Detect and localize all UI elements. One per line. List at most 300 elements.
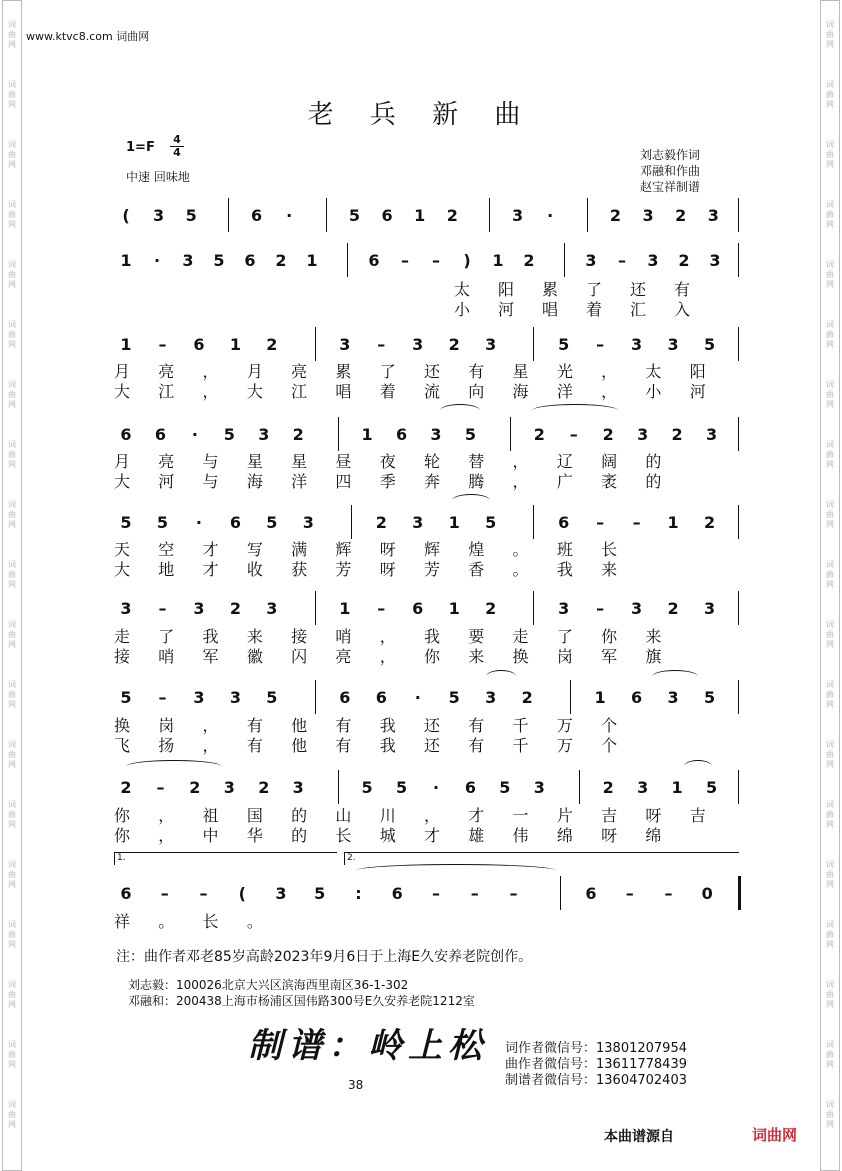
bar-line-end — [738, 505, 739, 539]
lyric-char: 河 — [158, 472, 175, 491]
score-note: 3 — [667, 688, 679, 707]
lyric-char: 写 — [246, 540, 263, 559]
lyric-char: 煌 — [468, 540, 485, 559]
watermark-glyph: 词 曲 网 — [826, 680, 834, 709]
score-note: 3 — [709, 251, 721, 270]
lyric-char: 呀 — [645, 806, 662, 825]
lyric-char: 与 — [202, 452, 219, 471]
lyric-char: 军 — [601, 647, 618, 666]
site-url[interactable]: www.ktvc8.com 词曲网 — [26, 30, 150, 43]
lyric-char: 月 — [113, 362, 130, 381]
bar-line-end — [738, 198, 739, 232]
score-note: 5 — [703, 335, 716, 354]
slur — [356, 864, 556, 877]
lyric-char: 收 — [246, 560, 263, 579]
watermark-glyph: 词 曲 网 — [826, 380, 834, 409]
watermark-glyph: 词 曲 网 — [8, 20, 16, 49]
arranger-signature: 制谱：岭上松 — [248, 1026, 488, 1066]
lyric-char: 广 — [556, 472, 573, 491]
lyric-char: 着 — [585, 300, 602, 319]
lyric-line — [110, 912, 740, 934]
lyric-char: ， — [202, 362, 219, 381]
score-note: 2 — [120, 778, 132, 797]
watermark-glyph: 词 曲 网 — [8, 920, 16, 949]
score-note: 5 — [705, 778, 718, 797]
lyric-char: 走 — [512, 627, 529, 646]
lyric-line — [110, 560, 740, 582]
lyric-char: 扬 — [158, 736, 175, 755]
watermark-glyph: 词 曲 网 — [826, 620, 834, 649]
score-note: 5 — [314, 884, 326, 903]
score-note: · — [547, 206, 554, 225]
lyric-char: 了 — [585, 280, 602, 299]
lyric-char: 岗 — [158, 716, 175, 735]
watermark-glyph: 词 曲 网 — [8, 500, 16, 529]
bar-line — [533, 591, 534, 625]
score-note: 6 — [339, 688, 351, 707]
lyric-char: 吉 — [689, 806, 706, 825]
score-note: 6 — [585, 884, 597, 903]
watermark-glyph: 词 曲 网 — [826, 20, 834, 49]
lyric-char: 。 — [512, 560, 529, 579]
bar-line — [579, 770, 580, 804]
score-note: ) — [463, 251, 471, 270]
score-note: 3 — [266, 599, 278, 618]
lyric-char: 的 — [645, 472, 662, 491]
score-note: 3 — [637, 778, 649, 797]
bar-line-end — [738, 876, 741, 910]
score-note: 5 — [120, 513, 132, 532]
lyric-char: 替 — [468, 452, 485, 471]
lyric-char: 岗 — [556, 647, 573, 666]
score-note: 3 — [339, 335, 351, 354]
score-note: 3 — [182, 251, 194, 270]
lyric-char: 海 — [246, 472, 263, 491]
bar-line — [326, 198, 327, 232]
score-note: 3 — [647, 251, 659, 270]
composer-address: 邓融和：200438上海市杨浦区国伟路300号E久安养老院1212室 — [128, 994, 475, 1008]
score-note: 2 — [602, 778, 614, 797]
score-note: 3 — [485, 688, 497, 707]
lyric-char: 。 — [246, 912, 263, 931]
score-note: 1 — [229, 335, 241, 354]
lyric-char: 呀 — [379, 560, 396, 579]
wechat-contacts — [505, 1041, 687, 1089]
lyric-char: 城 — [379, 826, 396, 845]
lyric-char: 芳 — [423, 560, 440, 579]
score-note: 3 — [193, 599, 205, 618]
score-note: 3 — [430, 425, 442, 444]
score-note: 5 — [361, 778, 373, 797]
lyric-line — [110, 540, 740, 562]
score-note: 3 — [512, 206, 524, 225]
lyric-char: 来 — [246, 627, 263, 646]
score-note: – — [509, 884, 518, 903]
lyric-char: ， — [512, 472, 529, 491]
lyric-char: 光 — [556, 362, 573, 381]
watermark-glyph: 词 曲 网 — [826, 1040, 834, 1069]
lyric-char: 还 — [423, 716, 440, 735]
lyric-char: 唱 — [541, 300, 558, 319]
score-note: 2 — [703, 513, 716, 532]
slur — [440, 404, 480, 417]
score-note: 2 — [292, 425, 304, 444]
lyric-char: 有 — [335, 736, 352, 755]
bar-line — [570, 680, 571, 714]
bar-line — [315, 680, 316, 714]
lyric-char: 有 — [468, 716, 485, 735]
brand-link[interactable]: 词曲网 — [752, 1126, 798, 1144]
score-note: – — [596, 599, 605, 618]
lyric-char: 个 — [601, 736, 618, 755]
lyric-char: 片 — [556, 806, 573, 825]
bar-line — [533, 327, 534, 361]
bar-line-end — [738, 417, 739, 451]
lyric-char: 要 — [468, 627, 485, 646]
lyric-char: 哨 — [158, 647, 175, 666]
score-note: 0 — [701, 884, 713, 903]
watermark-glyph: 词 曲 网 — [8, 620, 16, 649]
score-note: 3 — [558, 599, 570, 618]
bar-line — [228, 198, 229, 232]
bar-line — [315, 591, 316, 625]
score-row — [110, 333, 740, 361]
score-note: 2 — [189, 778, 201, 797]
lyric-char: 哨 — [335, 627, 352, 646]
score-note: 2 — [667, 599, 679, 618]
lyric-char: 大 — [113, 382, 130, 401]
lyric-char: 千 — [512, 716, 529, 735]
lyric-char: 闪 — [291, 647, 308, 666]
lyric-char: 长 — [601, 540, 618, 559]
score-note: 3 — [412, 513, 424, 532]
bar-line-end — [738, 591, 739, 625]
score-note: 6 — [558, 513, 570, 532]
watermark-glyph: 词 曲 网 — [8, 680, 16, 709]
score-note: 3 — [642, 206, 654, 225]
score-note: 2 — [533, 425, 545, 444]
lyric-char: 山 — [335, 806, 352, 825]
score-note: 5 — [185, 206, 197, 225]
lyric-char: 徽 — [246, 647, 263, 666]
lyric-char: ， — [601, 362, 618, 381]
lyric-char: 太 — [645, 362, 662, 381]
watermark-glyph: 词 曲 网 — [8, 140, 16, 169]
score-note: 3 — [533, 778, 545, 797]
score-note: – — [432, 884, 440, 903]
lyricist-address: 刘志毅：100026北京大兴区滨海西里南区36-1-302 — [128, 978, 409, 992]
lyric-line — [110, 472, 740, 494]
score-note: 5 — [499, 778, 511, 797]
score-note: – — [377, 335, 386, 354]
watermark-glyph: 词 曲 网 — [826, 800, 834, 829]
score-note: 5 — [703, 688, 716, 707]
score-note: 6 — [229, 513, 241, 532]
lyric-char: 星 — [291, 452, 308, 471]
lyric-char: 四 — [335, 472, 352, 491]
score-note: 1 — [120, 335, 132, 354]
lyric-char: 我 — [379, 716, 396, 735]
bar-line — [560, 876, 561, 910]
score-note: – — [160, 884, 169, 903]
lyric-char: 空 — [158, 540, 175, 559]
lyric-char: 阔 — [601, 452, 618, 471]
composition-note: 注：曲作者邓老85岁高龄2023年9月6日于上海E久安养老院创作。 — [116, 949, 533, 965]
score-note: 2 — [521, 688, 533, 707]
lyric-char: 洋 — [291, 472, 308, 491]
score-note: 3 — [229, 688, 241, 707]
arranger-wechat: 制谱者微信号：13604702403 — [505, 1073, 687, 1088]
score-note: 5 — [464, 425, 476, 444]
lyric-char: 我 — [202, 627, 219, 646]
score-note: 6 — [154, 425, 166, 444]
score-row — [110, 686, 740, 714]
lyric-char: 国 — [246, 806, 263, 825]
watermark-glyph: 词 曲 网 — [8, 980, 16, 1009]
score-row — [110, 249, 740, 277]
lyric-char: 了 — [379, 362, 396, 381]
bar-line — [564, 243, 565, 277]
score-note: 2 — [448, 335, 460, 354]
score-note: 1 — [667, 513, 679, 532]
score-note: 5 — [558, 335, 570, 354]
lyric-char: 接 — [291, 627, 308, 646]
score-note: 1 — [492, 251, 504, 270]
lyric-char: 星 — [246, 452, 263, 471]
score-note: 6 — [120, 884, 132, 903]
lyric-char: 洋 — [556, 382, 573, 401]
score-note: – — [470, 884, 479, 903]
score-note: 3 — [292, 778, 304, 797]
score-note: 5 — [348, 206, 360, 225]
lyric-char: 袤 — [601, 472, 618, 491]
lyric-char: 长 — [202, 912, 219, 931]
lyric-char: 亮 — [335, 647, 352, 666]
score-note: – — [596, 335, 605, 354]
lyric-char: 天 — [113, 540, 130, 559]
score-note: – — [158, 599, 167, 618]
score-note: 2 — [523, 251, 535, 270]
score-note: 6 — [120, 425, 132, 444]
source-label: 本曲谱源自 — [604, 1129, 674, 1145]
lyric-char: 一 — [512, 806, 529, 825]
score-note: 3 — [485, 335, 497, 354]
lyric-char: 吉 — [601, 806, 618, 825]
lyric-char: ， — [158, 806, 175, 825]
lyric-char: 呀 — [379, 540, 396, 559]
watermark-glyph: 词 曲 网 — [826, 740, 834, 769]
lyric-char: 有 — [335, 716, 352, 735]
lyric-char: 地 — [158, 560, 175, 579]
bar-line — [338, 417, 339, 451]
lyric-char: 还 — [423, 362, 440, 381]
lyric-char: 伟 — [512, 826, 529, 845]
lyric-char: 辉 — [423, 540, 440, 559]
lyric-line — [110, 382, 740, 404]
lyric-char: 有 — [673, 280, 690, 299]
lyric-char: 河 — [689, 382, 706, 401]
lyric-char: ， — [423, 806, 440, 825]
score-note: 6 — [412, 599, 424, 618]
score-note: – — [596, 513, 605, 532]
score-note: 5 — [223, 425, 235, 444]
bar-line — [489, 198, 490, 232]
lyric-char: 大 — [113, 472, 130, 491]
lyric-char: 腾 — [468, 472, 485, 491]
lyric-char: 换 — [113, 716, 130, 735]
lyric-char: 来 — [645, 627, 662, 646]
score-note: 3 — [631, 335, 643, 354]
lyric-char: 芳 — [335, 560, 352, 579]
lyric-char: 。 — [158, 912, 175, 931]
lyric-char: 来 — [468, 647, 485, 666]
lyric-char: 累 — [335, 362, 352, 381]
lyric-char: 辽 — [556, 452, 573, 471]
score-note: 1 — [448, 513, 460, 532]
watermark-glyph: 词 曲 网 — [8, 1100, 16, 1129]
lyric-char: 还 — [629, 280, 646, 299]
lyric-char: 飞 — [113, 736, 130, 755]
watermark-glyph: 词 曲 网 — [8, 440, 16, 469]
lyric-line — [110, 806, 740, 828]
lyric-char: 绵 — [645, 826, 662, 845]
score-note: · — [414, 688, 421, 707]
lyric-char: 昼 — [335, 452, 352, 471]
score-note: – — [158, 335, 167, 354]
lyric-line — [110, 736, 740, 758]
lyric-char: 祥 — [113, 912, 130, 931]
watermark-glyph: 词 曲 网 — [8, 200, 16, 229]
lyric-char: 星 — [512, 362, 529, 381]
lyric-char: 中 — [202, 826, 219, 845]
lyric-char: 你 — [113, 826, 130, 845]
score-note: – — [618, 251, 626, 270]
score-note: 6 — [193, 335, 205, 354]
song-title: 老 兵 新 曲 — [307, 100, 535, 130]
lyric-char: 走 — [113, 627, 130, 646]
credits — [640, 147, 700, 195]
score-note: – — [401, 251, 409, 270]
lyric-line — [110, 280, 740, 302]
lyric-char: 辉 — [335, 540, 352, 559]
lyric-char: 班 — [556, 540, 573, 559]
lyric-char: 万 — [556, 736, 573, 755]
watermark-glyph: 词 曲 网 — [826, 320, 834, 349]
watermark-glyph: 词 曲 网 — [8, 320, 16, 349]
score-note: – — [199, 884, 208, 903]
score-note: 6 — [391, 884, 403, 903]
score-note: 3 — [707, 206, 719, 225]
lyric-char: 我 — [379, 736, 396, 755]
lyric-line — [110, 716, 740, 738]
score-note: – — [158, 688, 167, 707]
score-note: ( — [122, 206, 130, 225]
score-note: 1 — [120, 251, 132, 270]
page-number: 38 — [348, 1078, 364, 1092]
score-note: 2 — [609, 206, 622, 225]
bar-line-end — [738, 327, 739, 361]
score-note: 5 — [485, 513, 497, 532]
lyric-char: 的 — [291, 806, 308, 825]
bar-line — [510, 417, 511, 451]
watermark-glyph: 词 曲 网 — [826, 560, 834, 589]
watermark-glyph: 词 曲 网 — [826, 1100, 834, 1129]
lyric-char: 江 — [291, 382, 308, 401]
lyric-line — [110, 826, 740, 848]
score-note: 3 — [703, 599, 716, 618]
lyricist-credit: 刘志毅作词 — [640, 148, 701, 162]
score-note: 3 — [258, 425, 270, 444]
slur — [684, 760, 712, 773]
lyric-char: 军 — [202, 647, 219, 666]
lyric-char: ， — [379, 627, 396, 646]
lyric-char: 来 — [601, 560, 618, 579]
lyric-char: 大 — [246, 382, 263, 401]
score-note: – — [569, 425, 578, 444]
score-note: 5 — [156, 513, 169, 532]
lyric-char: 小 — [645, 382, 662, 401]
score-note: 3 — [585, 251, 597, 270]
score-note: 5 — [448, 688, 460, 707]
watermark-glyph: 词 曲 网 — [826, 920, 834, 949]
score-row — [110, 597, 740, 625]
score-note: 3 — [631, 599, 643, 618]
watermark-glyph: 词 曲 网 — [826, 80, 834, 109]
lyric-char: 的 — [645, 452, 662, 471]
lyric-char: 累 — [541, 280, 558, 299]
lyric-char: 向 — [468, 382, 485, 401]
bar-line — [587, 198, 588, 232]
lyric-char: 亮 — [291, 362, 308, 381]
watermark-glyph: 词 曲 网 — [8, 740, 16, 769]
lyric-char: 有 — [468, 736, 485, 755]
score-note: 6 — [244, 251, 256, 270]
score-note: 5 — [266, 513, 278, 532]
score-note: 2 — [671, 425, 683, 444]
key-signature: 1=F — [126, 140, 155, 155]
lyric-char: 月 — [246, 362, 263, 381]
lyric-char: 季 — [379, 472, 396, 491]
lyric-char: 他 — [291, 736, 308, 755]
lyric-char: ， — [512, 452, 529, 471]
lyric-char: 还 — [423, 736, 440, 755]
lyric-char: ， — [601, 382, 618, 401]
lyric-char: 小 — [453, 300, 470, 319]
watermark-glyph: 词 曲 网 — [826, 260, 834, 289]
tempo-marking: 中速 回味地 — [126, 170, 190, 184]
watermark-glyph: 词 曲 网 — [826, 140, 834, 169]
score-note: ( — [238, 884, 246, 903]
score-note: 6 — [631, 688, 643, 707]
lyric-char: 有 — [246, 736, 263, 755]
score-note: · — [432, 778, 440, 797]
lyric-line — [110, 627, 740, 649]
lyric-char: 才 — [202, 560, 219, 579]
score-row — [110, 511, 740, 539]
time-signature — [170, 134, 184, 159]
watermark-glyph: 词 曲 网 — [8, 560, 16, 589]
lyric-char: 有 — [468, 362, 485, 381]
score-note: 6 — [375, 688, 387, 707]
lyric-char: 你 — [113, 806, 130, 825]
lyric-char: 才 — [468, 806, 485, 825]
bar-line — [533, 505, 534, 539]
lyric-char: 获 — [291, 560, 308, 579]
score-note: 6 — [381, 206, 393, 225]
lyric-char: 我 — [556, 560, 573, 579]
score-note: · — [195, 513, 202, 532]
watermark-glyph: 词 曲 网 — [826, 440, 834, 469]
